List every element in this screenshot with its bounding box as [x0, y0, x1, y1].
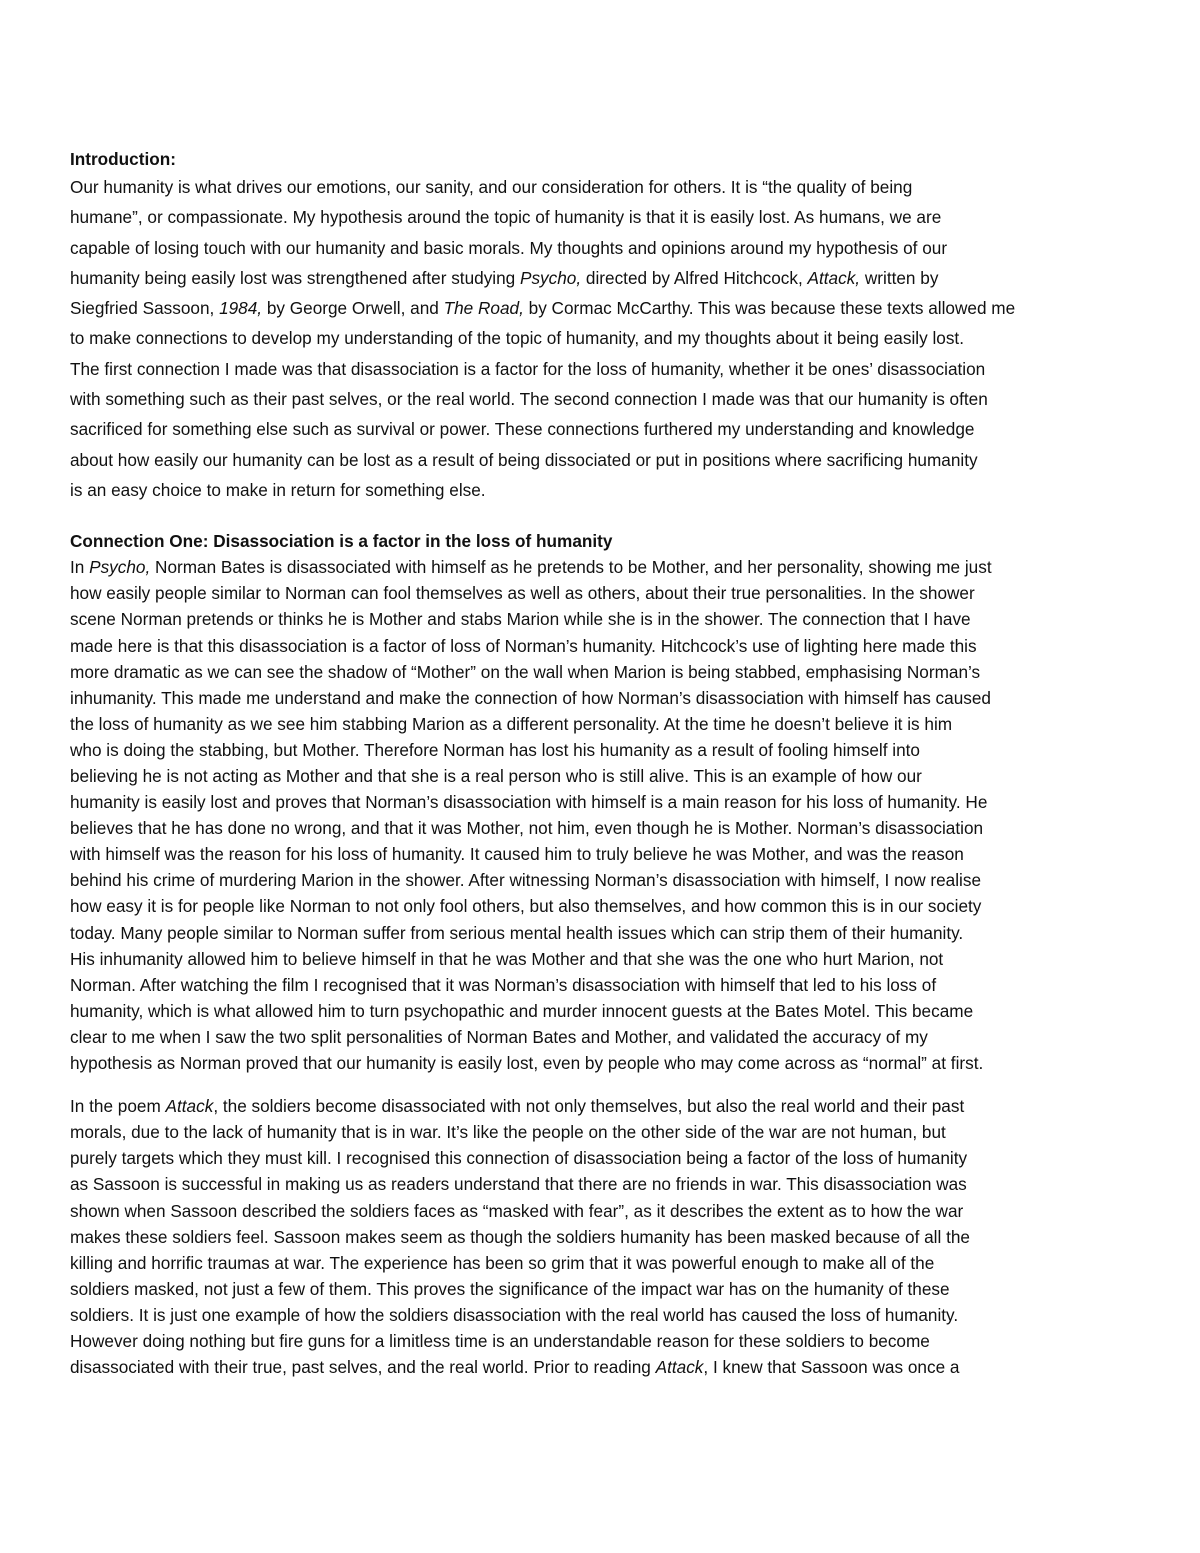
text-run: purely targets which they must kill. I recognised this connection of disassociation being a factor of the loss of humanity	[70, 1148, 968, 1169]
text-line	[70, 606, 1132, 632]
text-line	[70, 1145, 1132, 1171]
text-run: makes these soldiers feel. Sassoon makes seem as though the soldiers humanity has been masked because of all the	[70, 1226, 970, 1247]
text-line	[70, 946, 1132, 972]
text-run: written by	[860, 267, 939, 288]
text-line	[70, 1050, 1132, 1076]
text-run: sacrificed for something else such as survival or power. These connections furthered my understanding and knowledge	[70, 419, 975, 440]
text-run: shown when Sassoon described the soldiers faces as “masked with fear”, as it describes the extent as to how the war	[70, 1200, 964, 1221]
text-line	[70, 445, 1132, 475]
text-run: , I knew that Sassoon was once a	[703, 1357, 960, 1378]
text-line	[70, 815, 1132, 841]
text-line	[70, 893, 1132, 919]
italic-title: Psycho,	[520, 267, 582, 288]
text-line	[70, 685, 1132, 711]
text-run: today. Many people similar to Norman suffer from serious mental health issues which can strip them of their humanity.	[70, 922, 964, 943]
text-line	[70, 920, 1132, 946]
text-run: However doing nothing but fire guns for a limitless time is an understandable reason for these soldiers to become	[70, 1330, 930, 1351]
text-line	[70, 263, 1132, 293]
text-run: Siegfried Sassoon,	[70, 298, 220, 319]
text-run: soldiers. It is just one example of how the soldiers disassociation with the real world has caused the loss of humanity.	[70, 1304, 959, 1325]
text-run: by Cormac McCarthy. This was because these texts allowed me	[523, 298, 1016, 319]
text-run: humanity is easily lost and proves that Norman’s disassociation with himself is a main reason for his loss of humanity. He	[70, 792, 988, 813]
text-run: believes that he has done no wrong, and that it was Mother, not him, even though he is Mother. Norman’s disassociation	[70, 818, 984, 839]
section-spacer	[70, 505, 1132, 528]
text-run: the loss of humanity as we see him stabbing Marion as a different personality. At the time he doesn’t believe it is him	[70, 713, 953, 734]
text-line	[70, 1354, 1132, 1380]
text-line	[70, 293, 1132, 323]
text-line	[70, 841, 1132, 867]
text-line	[70, 737, 1132, 763]
text-line	[70, 1250, 1132, 1276]
text-line	[70, 1024, 1132, 1050]
text-line	[70, 414, 1132, 444]
text-run: Norman Bates is disassociated with himself as he pretends to be Mother, and her personality, showing me just	[150, 557, 992, 578]
text-run: His inhumanity allowed him to believe himself in that he was Mother and that she was the one who hurt Marion, not	[70, 948, 944, 969]
text-run: Our humanity is what drives our emotions, our sanity, and our consideration for others. It is “the quality of being	[70, 177, 913, 197]
text-line	[70, 659, 1132, 685]
text-run: In the poem	[70, 1096, 166, 1117]
italic-title: Psycho,	[89, 557, 151, 578]
text-run: killing and horrific traumas at war. The experience has been so grim that it was powerful enough to make all of the	[70, 1252, 935, 1273]
text-line	[70, 711, 1132, 737]
text-run: hypothesis as Norman proved that our humanity is easily lost, even by people who may come across as “normal” at first.	[70, 1053, 984, 1074]
text-line	[70, 554, 1132, 580]
text-line	[70, 1276, 1132, 1302]
italic-title: 1984,	[219, 298, 263, 319]
text-run: is an easy choice to make in return for something else.	[70, 479, 486, 500]
text-run: disassociated with their true, past selves, and the real world. Prior to reading	[70, 1357, 656, 1378]
paragraph-spacer	[70, 1076, 1132, 1093]
text-run: who is doing the stabbing, but Mother. Therefore Norman has lost his humanity as a result of fooling himself into	[70, 739, 920, 760]
text-line	[70, 580, 1132, 606]
text-run: directed by Alfred Hitchcock,	[581, 267, 808, 288]
connection-one-paragraph-attack	[70, 1093, 1132, 1380]
text-line	[70, 475, 1132, 505]
text-run: made here is that this disassociation is a factor of loss of Norman’s humanity. Hitchcock’s use of lighting here made this	[70, 635, 977, 656]
text-run: humane”, or compassionate. My hypothesis around the topic of humanity is that it is easily lost. As humans, we are	[70, 207, 942, 228]
text-line	[70, 1328, 1132, 1354]
text-run: capable of losing touch with our humanity and basic morals. My thoughts and opinions around my hypothesis of our	[70, 237, 948, 258]
document-page	[70, 146, 1132, 1380]
connection-one-heading: Connection One: Disassociation is a factor in the loss of humanity	[70, 531, 613, 552]
text-line	[70, 1093, 1132, 1119]
text-run: with something such as their past selves, or the real world. The second connection I made was that our humanity is often	[70, 389, 988, 410]
text-line	[70, 633, 1132, 659]
text-run: Norman. After watching the film I recognised that it was Norman’s disassociation with himself that led to his loss of	[70, 974, 937, 995]
text-line	[70, 998, 1132, 1024]
text-run: soldiers masked, not just a few of them. This proves the significance of the impact war has on the humanity of these	[70, 1278, 950, 1299]
text-line	[70, 972, 1132, 998]
text-run: how easy it is for people like Norman to not only fool others, but also themselves, and how common this is in our society	[70, 896, 982, 917]
text-line	[70, 1171, 1132, 1197]
text-line	[70, 1119, 1132, 1145]
text-line	[70, 172, 1132, 202]
text-run: humanity being easily lost was strengthened after studying	[70, 267, 520, 288]
introduction-heading: Introduction:	[70, 149, 176, 169]
text-run: how easily people similar to Norman can fool themselves as well as others, about their true personalities. In the shower	[70, 583, 975, 604]
text-run: behind his crime of murdering Marion in the shower. After witnessing Norman’s disassociation with himself, I now realise	[70, 870, 982, 891]
text-run: The first connection I made was that disassociation is a factor for the loss of humanity, whether it be ones’ disassociation	[70, 358, 986, 379]
text-line	[70, 867, 1132, 893]
text-run: by George Orwell, and	[262, 298, 444, 319]
italic-title: Attack	[655, 1357, 704, 1378]
text-line	[70, 202, 1132, 232]
text-line	[70, 1302, 1132, 1328]
connection-one-paragraph-psycho	[70, 554, 1132, 1076]
text-run: In	[70, 557, 90, 578]
text-line	[70, 763, 1132, 789]
text-run: about how easily our humanity can be lost as a result of being dissociated or put in positions where sacrificing humanity	[70, 449, 978, 470]
text-run: believing he is not acting as Mother and that she is a real person who is still alive. This is an example of how our	[70, 766, 922, 787]
text-run: humanity, which is what allowed him to turn psychopathic and murder innocent guests at the Bates Motel. This became	[70, 1000, 974, 1021]
introduction-paragraph	[70, 172, 1132, 505]
text-run: with himself was the reason for his loss of humanity. It caused him to truly believe he was Mother, and was the reason	[70, 844, 964, 865]
text-line	[70, 233, 1132, 263]
text-line	[70, 384, 1132, 414]
text-run: as Sassoon is successful in making us as readers understand that there are no friends in war. This disassociation was	[70, 1174, 967, 1195]
text-run: more dramatic as we can see the shadow of “Mother” on the wall when Marion is being stabbed, emphasising Norman’s	[70, 661, 981, 682]
text-line	[70, 1224, 1132, 1250]
text-run: to make connections to develop my understanding of the topic of humanity, and my thoughts about it being easily lost.	[70, 328, 964, 349]
text-line	[70, 323, 1132, 353]
text-run: scene Norman pretends or thinks he is Mother and stabs Marion while she is in the shower. The connection that I have	[70, 609, 971, 630]
text-run: clear to me when I saw the two split personalities of Norman Bates and Mother, and validated the accuracy of my	[70, 1026, 928, 1047]
italic-title: Attack,	[807, 267, 861, 288]
text-line	[70, 1198, 1132, 1224]
italic-title: Attack	[165, 1096, 214, 1117]
italic-title: The Road,	[443, 298, 524, 319]
text-line	[70, 789, 1132, 815]
text-run: , the soldiers become disassociated with not only themselves, but also the real world and their past	[213, 1096, 965, 1117]
text-run: inhumanity. This made me understand and make the connection of how Norman’s disassociation with himself has caused	[70, 687, 991, 708]
text-run: morals, due to the lack of humanity that is in war. It’s like the people on the other side of the war are not human, but	[70, 1122, 946, 1143]
text-line	[70, 354, 1132, 384]
